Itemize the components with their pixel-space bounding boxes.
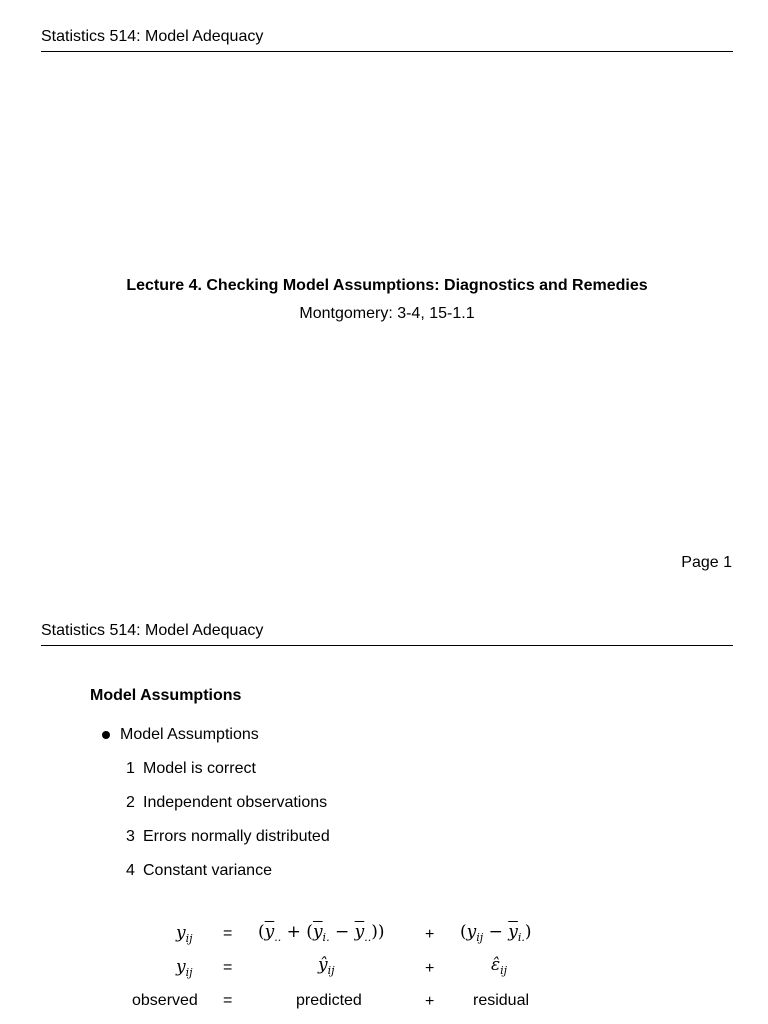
list-item	[126, 861, 272, 881]
slide2-header: Statistics 514: Model Adequacy	[41, 622, 264, 639]
eq1-fitted-term: $(\overline{y}_{..} + (\overline{y}_{i.} - \overline{y}_{..}))$	[258, 922, 385, 944]
eq1-lhs: $y_{ij}$	[176, 923, 193, 945]
eq3-residual: residual	[473, 992, 530, 1009]
list-item-number: 4	[126, 862, 135, 879]
eq3-predicted: predicted	[296, 992, 362, 1009]
eq1-plus: +	[425, 926, 435, 943]
list-item-text: Errors normally distributed	[143, 828, 330, 845]
eq3-plus: +	[425, 993, 435, 1010]
lecture-title: Lecture 4. Checking Model Assumptions: Diagnostics and Remedies	[126, 277, 648, 294]
section-heading: Model Assumptions	[90, 687, 242, 704]
list-item-number: 2	[126, 794, 135, 811]
slide1-header: Statistics 514: Model Adequacy	[41, 28, 264, 45]
eq2-epsilon-hat: $\varepsilon̂_{ij}$	[491, 955, 508, 977]
eq2-plus: +	[425, 960, 435, 977]
list-item-number: 3	[126, 828, 135, 845]
list-item	[126, 759, 256, 779]
page-number: Page 1	[681, 554, 732, 571]
eq3-equals: =	[223, 992, 233, 1009]
list-item	[126, 793, 327, 813]
list-item-text: Independent observations	[143, 794, 328, 811]
list-item-text: Model is correct	[143, 760, 256, 777]
list-item	[126, 827, 330, 847]
eq2-equals: =	[223, 959, 233, 976]
eq1-equals: =	[223, 925, 233, 942]
slide2-header-rule	[41, 645, 733, 646]
eq2-lhs: $y_{ij}$	[176, 957, 193, 979]
bullet-text: Model Assumptions	[120, 726, 259, 743]
lecture-subtitle: Montgomery: 3-4, 15-1.1	[299, 305, 475, 322]
eq3-observed: observed	[132, 992, 198, 1009]
list-item-number: 1	[126, 760, 135, 777]
bullet-dot-icon	[102, 731, 110, 739]
list-item-text: Constant variance	[143, 862, 272, 879]
slide1-header-rule	[41, 51, 733, 52]
eq2-yhat: $ŷ_{ij}$	[318, 955, 335, 977]
eq1-residual-term: $(y_{ij} - \overline{y}_{i.})$	[460, 922, 532, 944]
